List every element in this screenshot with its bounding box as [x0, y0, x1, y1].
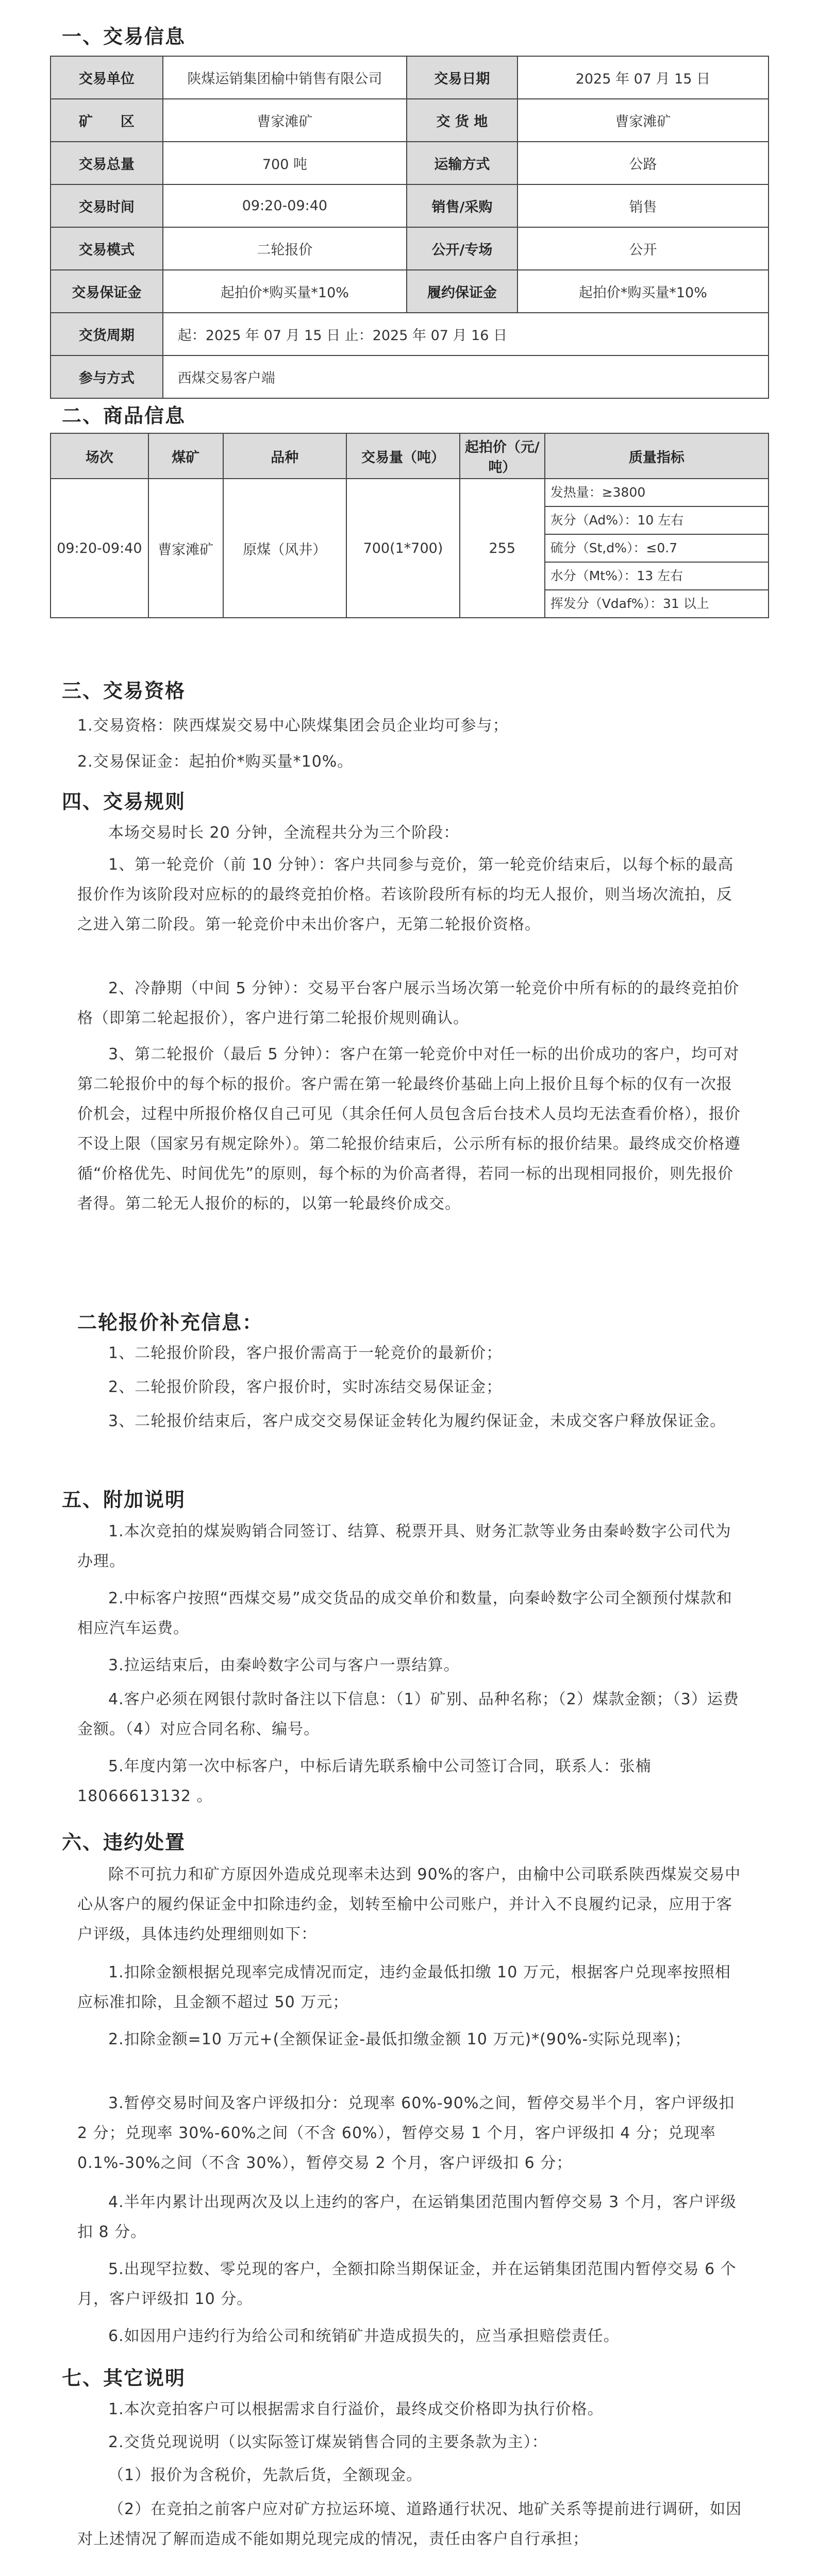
other-para-4: （2）在竞拍之前客户应对矿方拉运环境、道路通行状况、地矿关系等提前进行调研，如因对上述情况了解而造成不能如期兑现完成的情况，责任由客户自行承担；	[77, 2500, 742, 2548]
breach-intro: 除不可抗力和矿方原因外造成兑现率未达到 90%的客户，由榆中公司联系陕西煤炭交易中心从客户的履约保证金中扣除违约金，划转至榆中公司账户，并计入不良履约记录，应用于客户评级，具体违约处理细则如下：	[77, 1866, 741, 1943]
label-deposit: 交易保证金	[51, 270, 163, 313]
extra-para-2: 2.中标客户按照“西煤交易”成交货品的成交单价和数量，向秦岭数字公司全额预付煤款和相应汽车运费。	[77, 1589, 732, 1637]
label-performance-bond: 履约保证金	[407, 270, 517, 313]
rules-round-2: 3、第二轮报价（最后 5 分钟）：客户在第一轮竞价中对任一标的出价成功的客户，均可对第二轮报价中的每个标的报价。客户需在第一轮最终价基础上向上报价且每个标的仅有一次报价机会，过程中所报价格仅自己可见（其余任何人员包含后台技术人员均无法查看价格），报价不设上限（国家另有规定除外）。第二轮报价结束后，公示所有标的报价结果。最终成交价格遵循“价格优先、时间优先”的原则，每个标的为价高者得，若同一标的出现相同报价，则先报价者得。第二轮无人报价的标的，以第一轮最终价成交。	[77, 1045, 741, 1213]
cell-session: 09:20-09:40	[51, 479, 148, 618]
quality-ash: 灰分（Ad%）：10 左右	[545, 507, 768, 535]
label-mode: 交易模式	[51, 227, 163, 270]
cell-quality	[545, 479, 769, 618]
section-title-goods-info: 二、商品信息	[62, 404, 186, 427]
section-title-rules: 四、交易规则	[62, 790, 186, 813]
quality-moisture: 水分（Mt%）：13 左右	[545, 563, 768, 590]
value-participate: 西煤交易客户端	[163, 355, 769, 398]
value-mode: 二轮报价	[163, 227, 407, 270]
header-variety: 品种	[223, 433, 347, 479]
header-volume: 交易量（吨）	[346, 433, 460, 479]
breach-para-3: 3.暂停交易时间及客户评级扣分：兑现率 60%-90%之间，暂停交易半个月，客户评级扣 2 分；兑现率 30%-60%之间（不含 60%），暂停交易 1 个月，客户评级扣 4 分；兑现率 0.1%-30%之间（不含 30%），暂停交易 2 个月，客户评级扣 6 分；	[77, 2094, 735, 2172]
cell-start-price: 255	[460, 479, 545, 618]
breach-para-5: 5.出现罕拉数、零兑现的客户，全额扣除当期保证金，并在运销集团范围内暂停交易 6 个月，客户评级扣 10 分。	[77, 2260, 737, 2308]
value-seller: 陕煤运销集团榆中销售有限公司	[163, 56, 407, 99]
cell-mine: 曹家滩矿	[148, 479, 223, 618]
label-seller: 交易单位	[51, 56, 163, 99]
section-title-trade-info: 一、交易信息	[62, 25, 186, 48]
rules-intro: 本场交易时长 20 分钟，全流程共分为三个阶段：	[108, 824, 460, 842]
extra-para-5: 5.年度内第一次中标客户，中标后请先联系榆中公司签订合同，联系人：张楠 18066613132 。	[77, 1757, 652, 1805]
round2-line-3: 3、二轮报价结束后，客户成交交易保证金转化为履约保证金，未成交客户释放保证金。	[108, 1412, 726, 1430]
value-date: 2025 年 07 月 15 日	[517, 56, 769, 99]
extra-para-1: 1.本次竞拍的煤炭购销合同签订、结算、税票开具、财务汇款等业务由秦岭数字公司代为办理。	[77, 1522, 731, 1570]
section-title-breach: 六、违约处置	[62, 1831, 186, 1854]
round2-line-1: 1、二轮报价阶段，客户报价需高于一轮竞价的最新价；	[108, 1344, 503, 1362]
qualification-line-2: 2.交易保证金：起拍价*购买量*10%。	[77, 753, 354, 771]
label-period: 交货周期	[51, 313, 163, 355]
value-mine: 曹家滩矿	[163, 99, 407, 142]
breach-para-6: 6.如因用户违约行为给公司和统销矿井造成损失的，应当承担赔偿责任。	[108, 2327, 620, 2345]
quality-volatile: 挥发分（Vdaf%）：31 以上	[550, 596, 709, 611]
value-total: 700 吨	[163, 142, 407, 184]
section-title-extra: 五、附加说明	[62, 1488, 186, 1511]
value-deposit: 起拍价*购买量*10%	[163, 270, 407, 313]
label-total: 交易总量	[51, 142, 163, 184]
value-delivery: 曹家滩矿	[517, 99, 769, 142]
goods-info-table	[50, 433, 769, 618]
value-public: 公开	[517, 227, 769, 270]
section-title-qualification: 三、交易资格	[62, 680, 186, 702]
extra-para-3: 3.拉运结束后，由秦岭数字公司与客户一票结算。	[108, 1656, 460, 1674]
label-date: 交易日期	[407, 56, 517, 99]
extra-para-4: 4.客户必须在网银付款时备注以下信息：（1）矿别、品种名称；（2）煤款金额；（3）运费金额。（4）对应合同名称、编号。	[77, 1690, 739, 1738]
label-mine: 矿 区	[51, 99, 163, 142]
value-transport: 公路	[517, 142, 769, 184]
other-para-2: 2.交货兑现说明（以实际签订煤炭销售合同的主要条款为主）：	[108, 2433, 548, 2451]
trade-info-table	[50, 56, 769, 399]
other-para-3: （1）报价为含税价，先款后货，全额现金。	[108, 2466, 423, 2484]
rules-cooling: 2、冷静期（中间 5 分钟）：交易平台客户展示当场次第一轮竞价中所有标的的最终竞拍价格（即第二轮起报价），客户进行第二轮报价规则确认。	[77, 979, 740, 1027]
header-session: 场次	[51, 433, 148, 479]
qualification-line-1: 1.交易资格：陕西煤炭交易中心陕煤集团会员企业均可参与；	[77, 717, 509, 735]
header-quality: 质量指标	[545, 433, 769, 479]
header-mine: 煤矿	[148, 433, 223, 479]
breach-para-4: 4.半年内累计出现两次及以上违约的客户，在运销集团范围内暂停交易 3 个月，客户评级扣 8 分。	[77, 2193, 737, 2241]
value-performance-bond: 起拍价*购买量*10%	[517, 270, 769, 313]
value-time: 09:20-09:40	[163, 184, 407, 227]
round2-line-2: 2、二轮报价阶段，客户报价时，实时冻结交易保证金；	[108, 1378, 503, 1396]
cell-volume: 700(1*700)	[346, 479, 460, 618]
breach-para-1: 1.扣除金额根据兑现率完成情况而定，违约金最低扣缴 10 万元，根据客户兑现率按照相应标准扣除，且金额不超过 50 万元；	[77, 1963, 731, 2011]
cell-variety: 原煤（风井）	[223, 479, 347, 618]
rules-round-1: 1、第一轮竞价（前 10 分钟）：客户共同参与竞价，第一轮竞价结束后，以每个标的最高报价作为该阶段对应标的的最终竞拍价格。若该阶段所有标的均无人报价，则当场次流拍，反之进入第二阶段。第一轮竞价中未出价客户，无第二轮报价资格。	[77, 856, 734, 934]
label-participate: 参与方式	[51, 355, 163, 398]
label-delivery: 交 货 地	[407, 99, 517, 142]
section-title-round2-info: 二轮报价补充信息：	[77, 1311, 263, 1334]
breach-para-2: 2.扣除金额=10 万元+(全额保证金-最低扣缴金额 10 万元)*(90%-实际兑现率)；	[108, 2030, 691, 2048]
value-period: 起：2025 年 07 月 15 日 止：2025 年 07 月 16 日	[163, 313, 769, 355]
quality-sulfur: 硫分（St,d%）：≤0.7	[545, 535, 768, 563]
label-public: 公开/专场	[407, 227, 517, 270]
quality-calorific: 发热量：≥3800	[545, 479, 768, 507]
value-sale-purchase: 销售	[517, 184, 769, 227]
label-sale-purchase: 销售/采购	[407, 184, 517, 227]
label-transport: 运输方式	[407, 142, 517, 184]
other-para-1: 1.本次竞拍客户可以根据需求自行溢价，最终成交价格即为执行价格。	[108, 2400, 604, 2418]
label-time: 交易时间	[51, 184, 163, 227]
section-title-other: 七、其它说明	[62, 2367, 186, 2389]
header-start-price: 起拍价（元/吨）	[460, 433, 545, 479]
